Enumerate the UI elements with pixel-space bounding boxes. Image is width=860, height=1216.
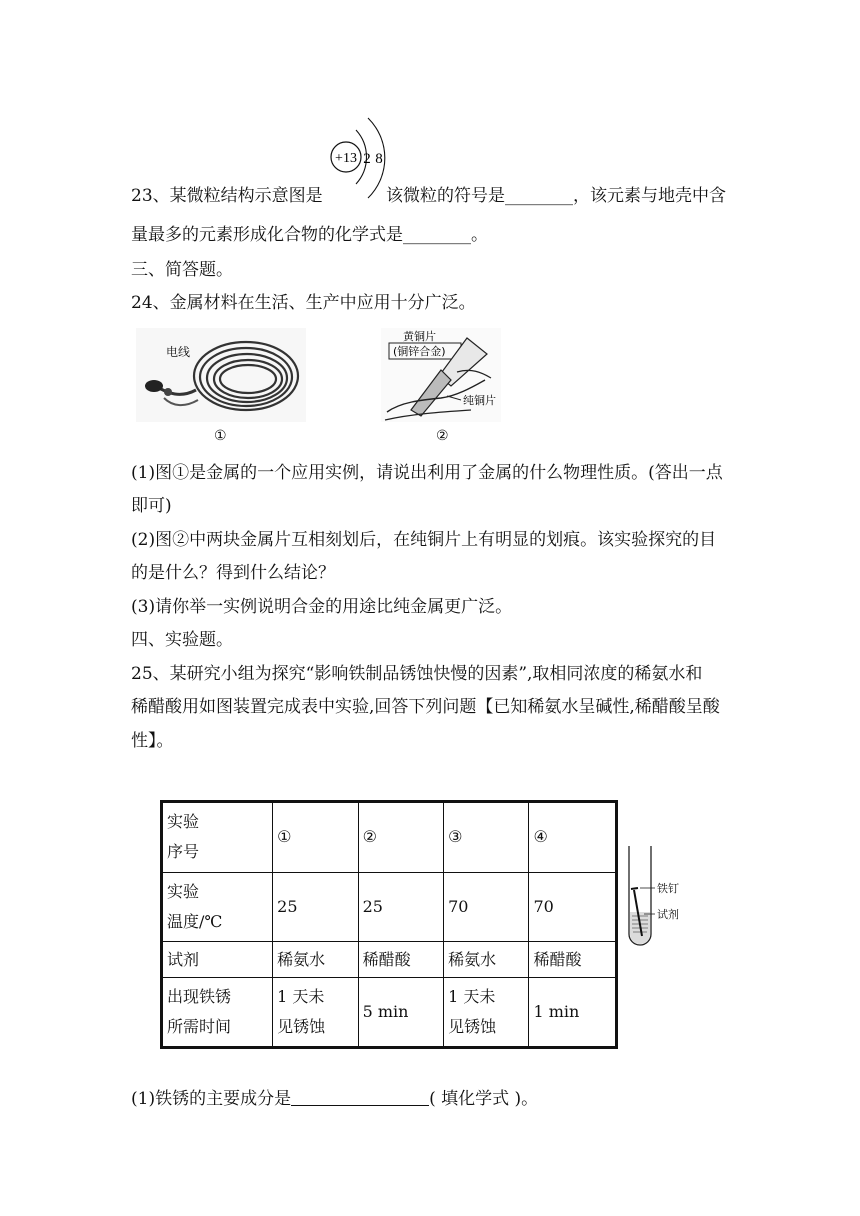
fig2-caption: ② xyxy=(436,428,449,444)
q23-blank-1: ________ xyxy=(505,186,573,206)
q24-sub2-line1: (2)图②中两块金属片互相刻划后，在纯铜片上有明显的划痕。该实验探究的目 xyxy=(131,530,717,550)
shell-1-count: 2 xyxy=(363,151,371,167)
q25-line2: 稀醋酸用如图装置完成表中实验,回答下列问题【已知稀氨水呈碱性,稀醋酸呈酸 xyxy=(131,697,720,717)
q25-sub1-blank xyxy=(291,1089,429,1106)
shell-2-count: 8 xyxy=(375,151,383,167)
cell-line: ① xyxy=(277,827,292,847)
brass-alloy-label: (铜锌合金) xyxy=(393,345,446,358)
q25-line1: 25、某研究小组为探究“影响铁制品锈蚀快慢的因素”,取相同浓度的稀氨水和 xyxy=(131,664,703,684)
q23-line2-end: 。 xyxy=(471,225,488,245)
q24-sub2-line2: 的是什么？得到什么结论？ xyxy=(131,563,335,583)
row-header xyxy=(162,978,273,1048)
atom-structure-diagram xyxy=(322,112,394,210)
copper-label: 纯铜片 xyxy=(463,394,496,407)
table-row xyxy=(162,802,617,873)
cell-line: 70 xyxy=(448,896,469,916)
row-header-line: 出现铁锈 xyxy=(167,987,232,1007)
reagent-label: 试剂 xyxy=(657,908,679,921)
cell-line: 5 min xyxy=(362,1002,409,1022)
cell-line: 25 xyxy=(362,896,383,916)
table-row xyxy=(162,872,617,942)
table-cell xyxy=(358,942,444,978)
q23-line2-text: 量最多的元素形成化合物的化学式是 xyxy=(131,225,403,245)
cell-line: 70 xyxy=(533,896,554,916)
q23-line1 xyxy=(131,186,323,206)
table-cell xyxy=(273,872,358,942)
q24-sub1-line2: 即可) xyxy=(131,496,172,516)
table-cell xyxy=(529,942,617,978)
wire-coil-figure xyxy=(136,328,306,422)
cell-line: 稀醋酸 xyxy=(362,949,411,969)
row-header xyxy=(162,942,273,978)
row-header-line: 实验 xyxy=(167,812,200,832)
q24-stem: 24、金属材料在生活、生产中应用十分广泛。 xyxy=(131,293,476,313)
cell-line: ② xyxy=(362,827,377,847)
nucleus-label: +13 xyxy=(335,151,357,166)
row-header-line: 温度/℃ xyxy=(167,911,223,931)
cell-line: 稀氨水 xyxy=(277,949,326,969)
experiment-table xyxy=(160,800,618,1049)
table-cell xyxy=(444,872,529,942)
table-cell xyxy=(529,872,617,942)
table-cell xyxy=(444,802,529,873)
table-cell xyxy=(444,942,529,978)
cell-line: 见锈蚀 xyxy=(277,1017,326,1037)
row-header xyxy=(162,872,273,942)
table-cell xyxy=(358,978,444,1048)
wire-label: 电线 xyxy=(166,345,191,359)
cell-line: 1 天未 xyxy=(448,987,496,1007)
table-cell xyxy=(273,942,358,978)
cell-line: 1 天未 xyxy=(277,987,325,1007)
q23-suffix-1: ，该元素与地壳中含 xyxy=(573,186,726,206)
brass-label: 黄铜片 xyxy=(403,330,436,343)
q23-prefix: 23、某微粒结构示意图是 xyxy=(131,186,323,206)
cell-line: 见锈蚀 xyxy=(448,1017,497,1037)
q23-middle: 该微粒的符号是 xyxy=(386,186,505,206)
cell-line: 稀醋酸 xyxy=(533,949,582,969)
q25-line3: 性】。 xyxy=(131,731,174,751)
q23-line2 xyxy=(131,225,488,245)
row-header-line: 试剂 xyxy=(167,949,200,969)
row-header-line: 所需时间 xyxy=(167,1017,232,1037)
q24-sub3: (3)请你举一实例说明合金的用途比纯金属更广泛。 xyxy=(131,597,513,617)
row-header xyxy=(162,802,273,873)
table-row xyxy=(162,978,617,1048)
table-cell xyxy=(529,802,617,873)
q25-sub1-prefix: (1)铁锈的主要成分是 xyxy=(131,1089,292,1109)
table-row xyxy=(162,942,617,978)
q23-line1-rest xyxy=(386,186,726,206)
table-cell xyxy=(273,802,358,873)
table-cell xyxy=(444,978,529,1048)
nail-label: 铁钉 xyxy=(657,882,679,895)
q23-blank-2: ________ xyxy=(403,225,471,245)
cell-line: 1 min xyxy=(533,1002,580,1022)
cell-line: 稀氨水 xyxy=(448,949,497,969)
table-cell xyxy=(358,872,444,942)
cell-line: ④ xyxy=(533,827,548,847)
row-header-line: 序号 xyxy=(167,842,200,862)
section-4-heading: 四、实验题。 xyxy=(131,630,233,650)
q24-sub1-line1: (1)图①是金属的一个应用实例，请说出利用了金属的什么物理性质。(答出一点 xyxy=(131,463,723,483)
row-header-line: 实验 xyxy=(167,881,200,901)
table-cell xyxy=(358,802,444,873)
metal-scratch-figure xyxy=(381,328,501,422)
table-cell xyxy=(273,978,358,1048)
section-3-heading: 三、简答题。 xyxy=(131,260,233,280)
cell-line: ③ xyxy=(448,827,463,847)
fig1-caption: ① xyxy=(214,428,227,444)
table-cell xyxy=(529,978,617,1048)
q25-sub1-suffix: ( 填化学式 )。 xyxy=(429,1089,539,1109)
q25-sub1 xyxy=(131,1089,538,1109)
cell-line: 25 xyxy=(277,896,298,916)
